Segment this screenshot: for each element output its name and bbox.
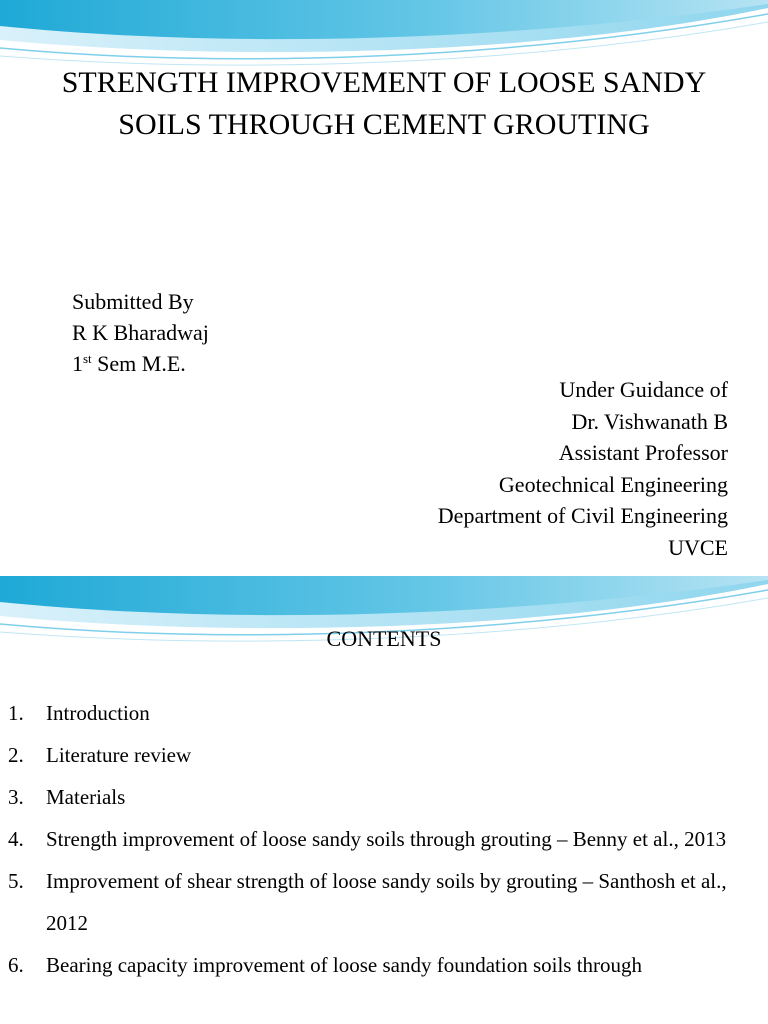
slide-title: STRENGTH IMPROVEMENT OF LOOSE SANDY SOILS THROUGH CEMENT GROUTING xyxy=(61,66,707,141)
semester-line: 1st Sem M.E. xyxy=(72,351,186,376)
submitted-block xyxy=(72,286,209,379)
guidance-block xyxy=(438,374,728,563)
list-item: 3. Materials xyxy=(8,785,126,809)
author-name: R K Bharadwaj xyxy=(72,320,209,345)
list-item: 1. Introduction xyxy=(8,701,150,725)
list-item: 5. Improvement of shear strength of loose sandy soils by grouting – Santhosh et al., 2012 xyxy=(8,869,727,935)
guide-name: Dr. Vishwanath B xyxy=(571,408,728,434)
guide-department: Department of Civil Engineering xyxy=(437,503,728,528)
contents-slide xyxy=(0,576,768,1024)
list-item: 6. Bearing capacity improvement of loose sandy foundation soils through xyxy=(8,953,643,977)
contents-list xyxy=(0,692,768,986)
guidance-line: Under Guidance of xyxy=(559,377,728,402)
list-item: 4. Strength improvement of loose sandy soils through grouting – Benny et al., 2013 xyxy=(8,827,727,851)
submitted-by-label: Submitted By xyxy=(72,289,194,314)
contents-title: CONTENTS xyxy=(326,626,442,651)
guide-position: Assistant Professor xyxy=(558,440,728,465)
list-item: 2. Literature review xyxy=(8,743,192,767)
guide-institution: UVCE xyxy=(668,534,728,560)
guide-field: Geotechnical Engineering xyxy=(498,471,728,497)
